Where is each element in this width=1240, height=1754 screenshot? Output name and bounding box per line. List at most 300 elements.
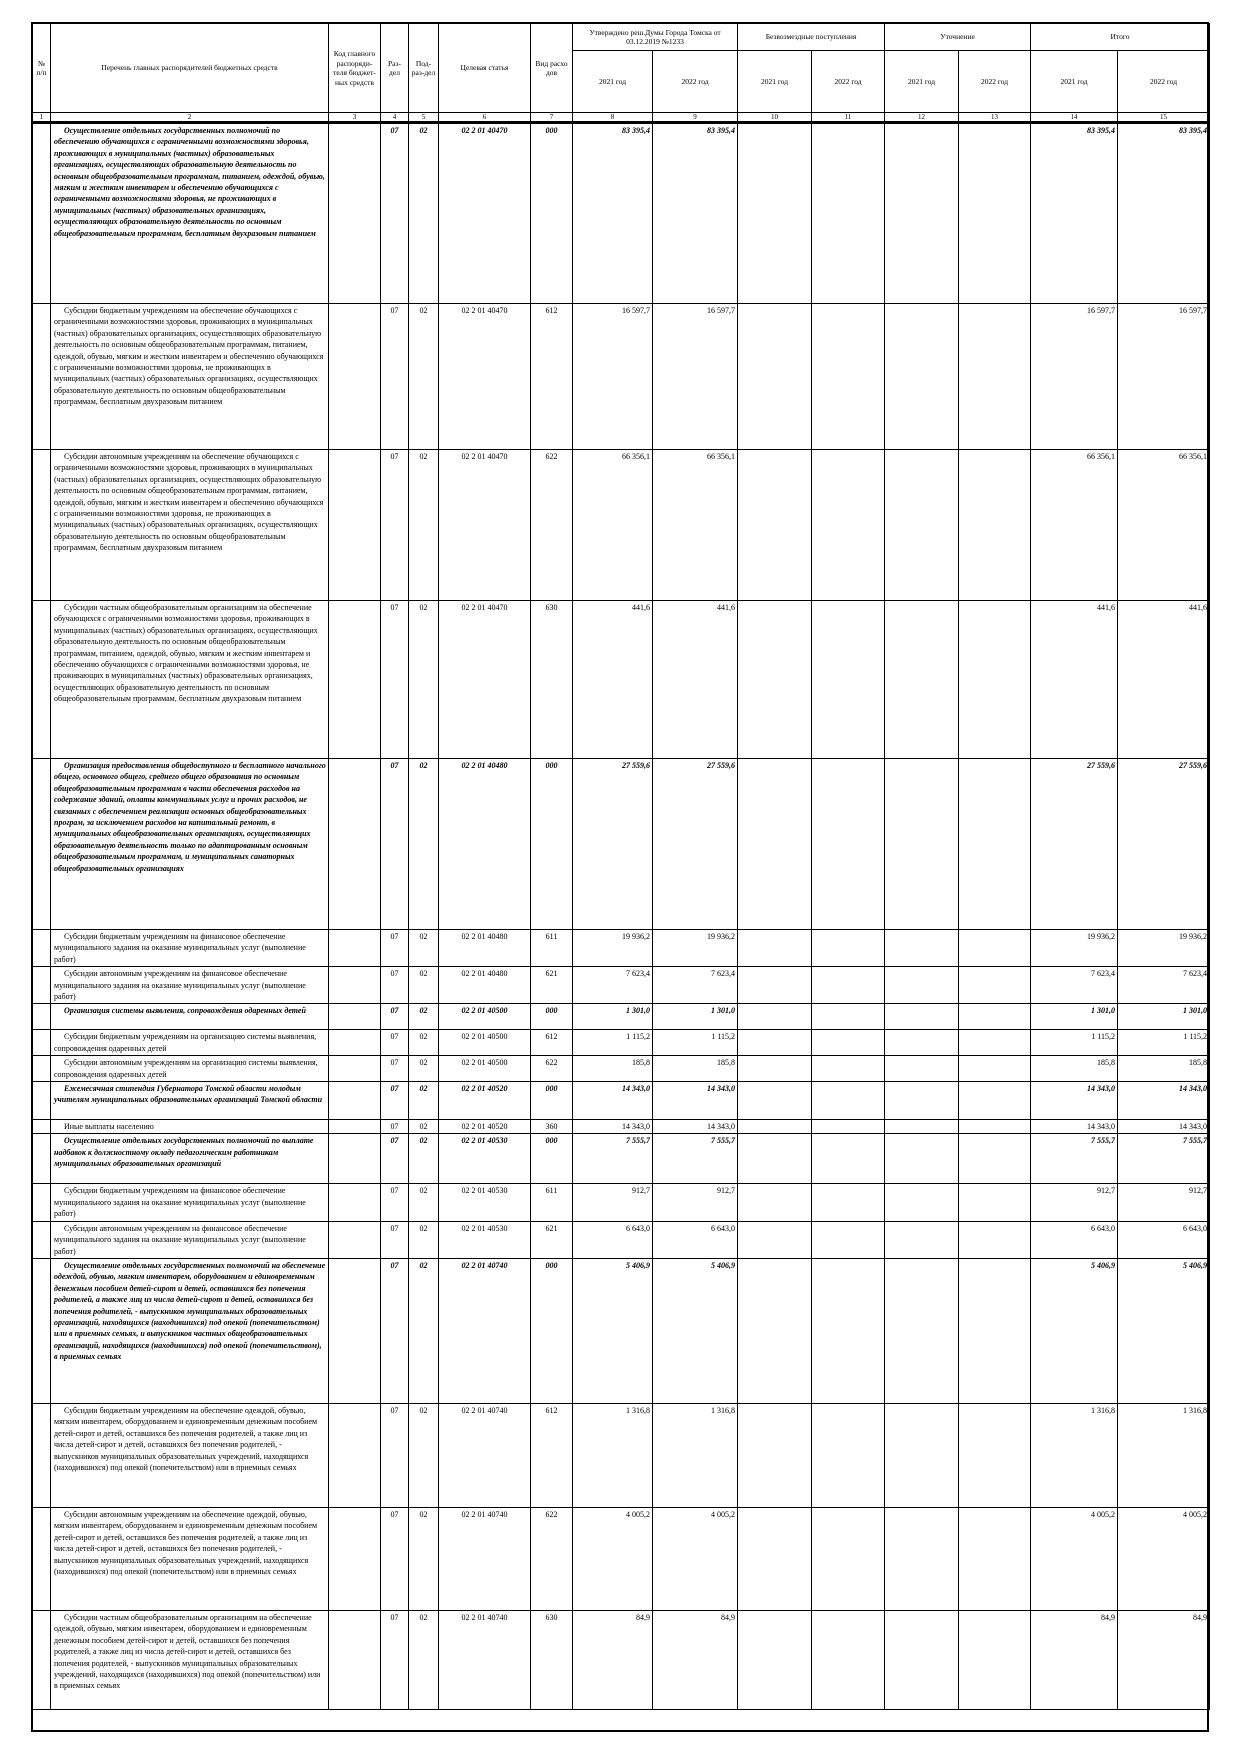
cell-vid: 000 (531, 759, 573, 930)
cell-name (51, 1507, 329, 1610)
budget-table-wrapper (32, 23, 1209, 1710)
cell-a2021: 84,9 (573, 1610, 653, 1709)
cell-u2021 (885, 601, 959, 759)
cell-a2021: 66 356,1 (573, 450, 653, 601)
cell-a2022: 19 936,2 (653, 930, 738, 967)
cell-t2022: 441,6 (1118, 601, 1210, 759)
cell-f2022 (812, 967, 885, 1004)
cell-u2022 (959, 450, 1031, 601)
cell-name (51, 930, 329, 967)
cell-article: 02 2 01 40520 (439, 1082, 531, 1120)
cell-f2022 (812, 1258, 885, 1403)
cell-u2021 (885, 1134, 959, 1184)
column-number: 5 (409, 113, 439, 123)
cell-t2021: 1 316,8 (1031, 1403, 1118, 1507)
cell-podrazdel: 02 (409, 304, 439, 450)
header-free-2022: 2022 год (812, 51, 885, 113)
table-row (33, 1610, 1210, 1709)
cell-a2021: 1 316,8 (573, 1403, 653, 1507)
cell-t2022: 66 356,1 (1118, 450, 1210, 601)
header-vid: Вид расхо дов (531, 24, 573, 113)
cell-name-text: Субсидии бюджетным учреждениям на финансовое обеспечение муниципального задания на оказание муниципальных услуг (выполнение работ) (54, 932, 306, 964)
cell-a2022: 912,7 (653, 1184, 738, 1221)
cell-t2021: 66 356,1 (1031, 450, 1118, 601)
cell-name-text: Субсидии автономным учреждениям на обеспечение одеждой, обувью, мягким инвентарем, оборудованием и единовременным денежным пособием детей-сирот и детей, оставшихся без попечения родителей, а также лиц из числа детей-сирот и детей, оставшихся без попечения родителей, - выпускников муниципальных образовательных учреждений, находящихся (находившихся) под опекой (попечительством) или в приемных семьях (54, 1509, 318, 1576)
cell-podrazdel: 02 (409, 1221, 439, 1258)
cell-a2021: 6 643,0 (573, 1221, 653, 1258)
cell-u2021 (885, 123, 959, 304)
cell-name-text: Осуществление отдельных государственных полномочий по обеспечению обучающихся с ограниченными возможностями здоровья, проживающих в муниципальных (частных) образовательных организациях, осуществляющих образовательную деятельность по основным общеобразовательным программам, питанием, одеждой, обувью, мягким и жестким инвентарем и обеспечению обучающихся с ограниченными возможностями здоровья, не проживающих в муниципальных (частных) образовательных организациях, осуществляющих образовательную деятельность по основным общеобразовательным программам, бесплатным двухразовым питанием (54, 126, 325, 238)
header-approved-2022: 2022 год (653, 51, 738, 113)
cell-f2021 (738, 1082, 812, 1120)
table-row (33, 1403, 1210, 1507)
header-podrazdel: Под-раз-дел (409, 24, 439, 113)
cell-razdel: 07 (381, 1507, 409, 1610)
cell-f2022 (812, 1184, 885, 1221)
cell-f2021 (738, 601, 812, 759)
cell-t2022: 4 005,2 (1118, 1507, 1210, 1610)
table-body (33, 123, 1210, 1710)
table-row (33, 601, 1210, 759)
cell-t2022: 5 406,9 (1118, 1258, 1210, 1403)
cell-t2022: 1 301,0 (1118, 1004, 1210, 1030)
cell-f2021 (738, 759, 812, 930)
cell-f2022 (812, 1403, 885, 1507)
cell-u2022 (959, 123, 1031, 304)
cell-name (51, 1403, 329, 1507)
cell-name-text: Организация предоставления общедоступного и бесплатного начального общего, основного общего, среднего общего образования по основным общеобразовательным программам в части обеспечения расходов на содержание зданий, оплаты коммунальных услуг и прочих расходов, не связанных с обеспечением реализации основных общеобразовательных програм, за исключением расходов на капитальный ремонт, в муниципальных общеобразовательных организациях, осуществляющих образовательную деятельность только по адаптированным основным общеобразовательным программам, и муниципальных санаторных общеобразовательных организациях (54, 761, 326, 873)
column-number: 1 (33, 113, 51, 123)
cell-razdel: 07 (381, 930, 409, 967)
cell-f2022 (812, 123, 885, 304)
cell-f2022 (812, 759, 885, 930)
cell-t2021: 83 395,4 (1031, 123, 1118, 304)
cell-f2021 (738, 1507, 812, 1610)
cell-article: 02 2 01 40740 (439, 1507, 531, 1610)
cell-t2021: 5 406,9 (1031, 1258, 1118, 1403)
cell-num (33, 930, 51, 967)
cell-a2022: 14 343,0 (653, 1120, 738, 1134)
cell-code (329, 304, 381, 450)
column-number: 4 (381, 113, 409, 123)
cell-name (51, 450, 329, 601)
cell-article: 02 2 01 40530 (439, 1184, 531, 1221)
cell-a2021: 912,7 (573, 1184, 653, 1221)
cell-f2022 (812, 1610, 885, 1709)
table-row (33, 1258, 1210, 1403)
cell-podrazdel: 02 (409, 1610, 439, 1709)
cell-a2021: 1 115,2 (573, 1030, 653, 1056)
column-number: 13 (959, 113, 1031, 123)
cell-razdel: 07 (381, 1610, 409, 1709)
cell-t2021: 7 555,7 (1031, 1134, 1118, 1184)
cell-vid: 622 (531, 1507, 573, 1610)
cell-u2021 (885, 1030, 959, 1056)
cell-article: 02 2 01 40470 (439, 450, 531, 601)
cell-code (329, 1004, 381, 1030)
cell-code (329, 759, 381, 930)
cell-a2021: 1 301,0 (573, 1004, 653, 1030)
cell-f2022 (812, 304, 885, 450)
cell-a2021: 27 559,6 (573, 759, 653, 930)
budget-table (32, 23, 1210, 1710)
cell-f2022 (812, 1120, 885, 1134)
cell-t2022: 27 559,6 (1118, 759, 1210, 930)
table-row (33, 123, 1210, 304)
cell-a2022: 5 406,9 (653, 1258, 738, 1403)
table-row (33, 967, 1210, 1004)
cell-u2022 (959, 1184, 1031, 1221)
table-row (33, 1082, 1210, 1120)
cell-u2021 (885, 1120, 959, 1134)
cell-f2022 (812, 1004, 885, 1030)
cell-name (51, 1134, 329, 1184)
header-approved: Утверждено реш.Думы Города Томска от 03.12.2019 №1233 (573, 24, 738, 51)
cell-vid: 621 (531, 1221, 573, 1258)
cell-razdel: 07 (381, 1184, 409, 1221)
header-total: Итого (1031, 24, 1210, 51)
cell-a2021: 5 406,9 (573, 1258, 653, 1403)
cell-u2022 (959, 1082, 1031, 1120)
cell-code (329, 1221, 381, 1258)
cell-t2022: 14 343,0 (1118, 1120, 1210, 1134)
cell-u2021 (885, 759, 959, 930)
cell-name (51, 759, 329, 930)
cell-vid: 611 (531, 1184, 573, 1221)
cell-name-text: Субсидии бюджетным учреждениям на финансовое обеспечение муниципального задания на оказание муниципальных услуг (выполнение работ) (54, 1186, 306, 1219)
cell-article: 02 2 01 40530 (439, 1221, 531, 1258)
cell-name (51, 601, 329, 759)
cell-t2022: 16 597,7 (1118, 304, 1210, 450)
header-clarify-2021: 2021 год (885, 51, 959, 113)
cell-name (51, 967, 329, 1004)
cell-num (33, 1134, 51, 1184)
cell-num (33, 1403, 51, 1507)
header-num: № п/п (33, 24, 51, 113)
column-number: 8 (573, 113, 653, 123)
cell-a2022: 7 623,4 (653, 967, 738, 1004)
cell-a2022: 16 597,7 (653, 304, 738, 450)
cell-a2021: 16 597,7 (573, 304, 653, 450)
cell-t2022: 1 115,2 (1118, 1030, 1210, 1056)
cell-f2022 (812, 930, 885, 967)
cell-t2021: 912,7 (1031, 1184, 1118, 1221)
cell-razdel: 07 (381, 967, 409, 1004)
cell-article: 02 2 01 40500 (439, 1030, 531, 1056)
cell-f2021 (738, 1184, 812, 1221)
cell-a2021: 185,8 (573, 1056, 653, 1082)
cell-a2022: 1 115,2 (653, 1030, 738, 1056)
cell-f2022 (812, 1221, 885, 1258)
cell-razdel: 07 (381, 601, 409, 759)
cell-t2021: 6 643,0 (1031, 1221, 1118, 1258)
table-row (33, 1134, 1210, 1184)
cell-code (329, 1120, 381, 1134)
cell-article: 02 2 01 40470 (439, 601, 531, 759)
cell-f2021 (738, 1403, 812, 1507)
header-total-2022: 2022 год (1118, 51, 1210, 113)
cell-num (33, 1082, 51, 1120)
cell-num (33, 759, 51, 930)
cell-podrazdel: 02 (409, 1134, 439, 1184)
cell-article: 02 2 01 40740 (439, 1610, 531, 1709)
cell-name (51, 304, 329, 450)
table-row (33, 930, 1210, 967)
column-number: 3 (329, 113, 381, 123)
cell-t2021: 1 115,2 (1031, 1030, 1118, 1056)
column-number: 15 (1118, 113, 1210, 123)
cell-f2021 (738, 1221, 812, 1258)
cell-vid: 612 (531, 1030, 573, 1056)
cell-f2022 (812, 1507, 885, 1610)
cell-razdel: 07 (381, 123, 409, 304)
cell-code (329, 1134, 381, 1184)
cell-article: 02 2 01 40500 (439, 1056, 531, 1082)
cell-name (51, 1082, 329, 1120)
cell-name (51, 1610, 329, 1709)
header-approved-2021: 2021 год (573, 51, 653, 113)
cell-f2021 (738, 123, 812, 304)
cell-article: 02 2 01 40480 (439, 759, 531, 930)
header-razdel: Раз-дел (381, 24, 409, 113)
table-row (33, 1004, 1210, 1030)
cell-code (329, 1082, 381, 1120)
cell-vid: 612 (531, 304, 573, 450)
column-number: 11 (812, 113, 885, 123)
cell-f2021 (738, 1030, 812, 1056)
cell-num (33, 1610, 51, 1709)
cell-name (51, 1184, 329, 1221)
cell-f2022 (812, 450, 885, 601)
cell-u2021 (885, 1082, 959, 1120)
cell-f2021 (738, 1004, 812, 1030)
cell-a2022: 84,9 (653, 1610, 738, 1709)
cell-u2022 (959, 967, 1031, 1004)
table-row (33, 1120, 1210, 1134)
cell-u2022 (959, 930, 1031, 967)
header-free-2021: 2021 год (738, 51, 812, 113)
cell-u2022 (959, 1610, 1031, 1709)
column-number: 12 (885, 113, 959, 123)
cell-vid: 611 (531, 930, 573, 967)
cell-t2022: 912,7 (1118, 1184, 1210, 1221)
cell-a2022: 4 005,2 (653, 1507, 738, 1610)
cell-razdel: 07 (381, 1403, 409, 1507)
cell-num (33, 123, 51, 304)
cell-t2021: 185,8 (1031, 1056, 1118, 1082)
cell-u2021 (885, 450, 959, 601)
cell-razdel: 07 (381, 1134, 409, 1184)
cell-f2021 (738, 1610, 812, 1709)
cell-code (329, 601, 381, 759)
cell-article: 02 2 01 40530 (439, 1134, 531, 1184)
table-row (33, 759, 1210, 930)
cell-u2022 (959, 1507, 1031, 1610)
cell-a2022: 7 555,7 (653, 1134, 738, 1184)
cell-t2021: 19 936,2 (1031, 930, 1118, 967)
header-name: Перечень главных распорядителей бюджетных средств (51, 24, 329, 113)
cell-u2021 (885, 1221, 959, 1258)
cell-num (33, 450, 51, 601)
cell-name (51, 1120, 329, 1134)
cell-a2021: 7 555,7 (573, 1134, 653, 1184)
cell-code (329, 967, 381, 1004)
cell-name-text: Осуществление отдельных государственных полномочий на обеспечение одеждой, обувью, мягким инвентарем, оборудованием и единовременным денежным пособием детей-сирот и детей, оставшихся без попечения родителей, а также лиц из числа детей-сирот и детей, оставшихся без попечения родителей, - выпускников муниципальных образовательных организаций, находящихся (находившихся) под опекой (попечительством) или в приемных семьях, и выпускников частных общеобразовательных организаций, находящихся (находившихся) под опекой (попечительством), в приемных семьях (54, 1260, 326, 1362)
cell-t2022: 84,9 (1118, 1610, 1210, 1709)
cell-name (51, 1056, 329, 1082)
cell-num (33, 1221, 51, 1258)
table-row (33, 1030, 1210, 1056)
cell-name-text: Субсидии частным общеобразовательным организациям на обеспечение одеждой, обувью, мягким инвентарем, оборудованием и единовременным денежным пособием детей-сирот и детей, оставшихся без попечения родителей, а также лиц из числа детей-сирот и детей, оставшихся без попечения родителей, - выпускников муниципальных образовательных учреждений, находящихся (находившихся) под опекой (попечительством) или в приемных семьях (54, 1612, 321, 1691)
cell-podrazdel: 02 (409, 1184, 439, 1221)
cell-f2021 (738, 450, 812, 601)
cell-u2021 (885, 1056, 959, 1082)
cell-a2022: 1 316,8 (653, 1403, 738, 1507)
cell-podrazdel: 02 (409, 601, 439, 759)
cell-u2022 (959, 1030, 1031, 1056)
cell-podrazdel: 02 (409, 759, 439, 930)
cell-f2021 (738, 1120, 812, 1134)
cell-u2022 (959, 1120, 1031, 1134)
column-number: 10 (738, 113, 812, 123)
cell-u2022 (959, 1004, 1031, 1030)
cell-a2021: 14 343,0 (573, 1120, 653, 1134)
cell-f2021 (738, 1134, 812, 1184)
cell-vid: 000 (531, 1082, 573, 1120)
cell-vid: 000 (531, 1134, 573, 1184)
cell-podrazdel: 02 (409, 1507, 439, 1610)
column-number: 7 (531, 113, 573, 123)
cell-f2022 (812, 601, 885, 759)
cell-t2021: 14 343,0 (1031, 1120, 1118, 1134)
cell-f2022 (812, 1134, 885, 1184)
cell-t2022: 83 395,4 (1118, 123, 1210, 304)
cell-t2021: 84,9 (1031, 1610, 1118, 1709)
cell-a2021: 14 343,0 (573, 1082, 653, 1120)
cell-code (329, 1403, 381, 1507)
cell-name-text: Организация системы выявления, сопровождения одаренных детей (64, 1006, 306, 1016)
cell-podrazdel: 02 (409, 123, 439, 304)
cell-vid: 000 (531, 123, 573, 304)
header-free: Безвозмездные поступления (738, 24, 885, 51)
cell-num (33, 1030, 51, 1056)
cell-a2021: 7 623,4 (573, 967, 653, 1004)
cell-article: 02 2 01 40470 (439, 304, 531, 450)
cell-f2021 (738, 1056, 812, 1082)
cell-a2021: 19 936,2 (573, 930, 653, 967)
cell-u2022 (959, 601, 1031, 759)
cell-vid: 621 (531, 967, 573, 1004)
cell-num (33, 967, 51, 1004)
cell-num (33, 1258, 51, 1403)
cell-razdel: 07 (381, 1004, 409, 1030)
cell-t2022: 19 936,2 (1118, 930, 1210, 967)
cell-article: 02 2 01 40740 (439, 1258, 531, 1403)
cell-t2022: 7 623,4 (1118, 967, 1210, 1004)
cell-u2022 (959, 1134, 1031, 1184)
cell-num (33, 1507, 51, 1610)
cell-num (33, 1056, 51, 1082)
cell-a2022: 441,6 (653, 601, 738, 759)
cell-u2021 (885, 1507, 959, 1610)
cell-podrazdel: 02 (409, 1403, 439, 1507)
cell-name-text: Субсидии автономным учреждениям на финансовое обеспечение муниципального задания на оказание муниципальных услуг (выполнение работ) (54, 969, 306, 1002)
cell-f2021 (738, 967, 812, 1004)
cell-t2021: 1 301,0 (1031, 1004, 1118, 1030)
cell-a2022: 66 356,1 (653, 450, 738, 601)
cell-name-text: Субсидии автономным учреждениям на организацию системы выявления, сопровождения одаренных детей (54, 1058, 318, 1079)
cell-t2021: 4 005,2 (1031, 1507, 1118, 1610)
cell-vid: 612 (531, 1403, 573, 1507)
cell-razdel: 07 (381, 1221, 409, 1258)
cell-razdel: 07 (381, 1056, 409, 1082)
cell-u2022 (959, 759, 1031, 930)
cell-u2021 (885, 1403, 959, 1507)
column-number-row (33, 113, 1210, 123)
cell-article: 02 2 01 40740 (439, 1403, 531, 1507)
cell-name-text: Субсидии бюджетным учреждениям на организацию системы выявления, сопровождения одаренных детей (54, 1032, 317, 1053)
cell-u2022 (959, 1056, 1031, 1082)
cell-name (51, 123, 329, 304)
cell-name (51, 1004, 329, 1030)
cell-vid: 622 (531, 1056, 573, 1082)
cell-a2021: 441,6 (573, 601, 653, 759)
column-number: 6 (439, 113, 531, 123)
cell-num (33, 1120, 51, 1134)
cell-code (329, 1184, 381, 1221)
header-article: Целевая статья (439, 24, 531, 113)
header-total-2021: 2021 год (1031, 51, 1118, 113)
cell-podrazdel: 02 (409, 1082, 439, 1120)
column-number: 9 (653, 113, 738, 123)
header-clarify-2022: 2022 год (959, 51, 1031, 113)
table-row (33, 1507, 1210, 1610)
cell-vid: 622 (531, 450, 573, 601)
cell-podrazdel: 02 (409, 930, 439, 967)
cell-article: 02 2 01 40480 (439, 930, 531, 967)
cell-razdel: 07 (381, 1082, 409, 1120)
cell-razdel: 07 (381, 450, 409, 601)
cell-name-text: Иные выплаты населению (64, 1122, 154, 1132)
cell-podrazdel: 02 (409, 1004, 439, 1030)
cell-vid: 000 (531, 1004, 573, 1030)
cell-article: 02 2 01 40480 (439, 967, 531, 1004)
cell-u2022 (959, 1403, 1031, 1507)
cell-t2022: 6 643,0 (1118, 1221, 1210, 1258)
cell-f2021 (738, 304, 812, 450)
cell-t2021: 27 559,6 (1031, 759, 1118, 930)
cell-name-text: Субсидии бюджетным учреждениям на обеспечение одеждой, обувью, мягким инвентарем, оборудованием и единовременным денежным пособием детей-сирот и детей, оставшихся без попечения родителей, а также лиц из числа детей-сирот и детей, оставшихся без попечения родителей, - выпускников муниципальных образовательных учреждений, находящихся (находившихся) под опекой (попечительством) или в приемных семьях (54, 1405, 318, 1472)
cell-f2021 (738, 1258, 812, 1403)
cell-t2022: 1 316,8 (1118, 1403, 1210, 1507)
cell-vid: 630 (531, 601, 573, 759)
cell-a2022: 1 301,0 (653, 1004, 738, 1030)
header-code: Код главного распоряди-теля бюджет-ных средств (329, 24, 381, 113)
cell-article: 02 2 01 40520 (439, 1120, 531, 1134)
cell-podrazdel: 02 (409, 967, 439, 1004)
cell-t2022: 7 555,7 (1118, 1134, 1210, 1184)
cell-t2021: 14 343,0 (1031, 1082, 1118, 1120)
cell-razdel: 07 (381, 304, 409, 450)
cell-code (329, 450, 381, 601)
cell-podrazdel: 02 (409, 1258, 439, 1403)
cell-t2021: 7 623,4 (1031, 967, 1118, 1004)
cell-code (329, 1507, 381, 1610)
cell-vid: 360 (531, 1120, 573, 1134)
cell-f2022 (812, 1030, 885, 1056)
cell-u2021 (885, 304, 959, 450)
cell-a2022: 83 395,4 (653, 123, 738, 304)
